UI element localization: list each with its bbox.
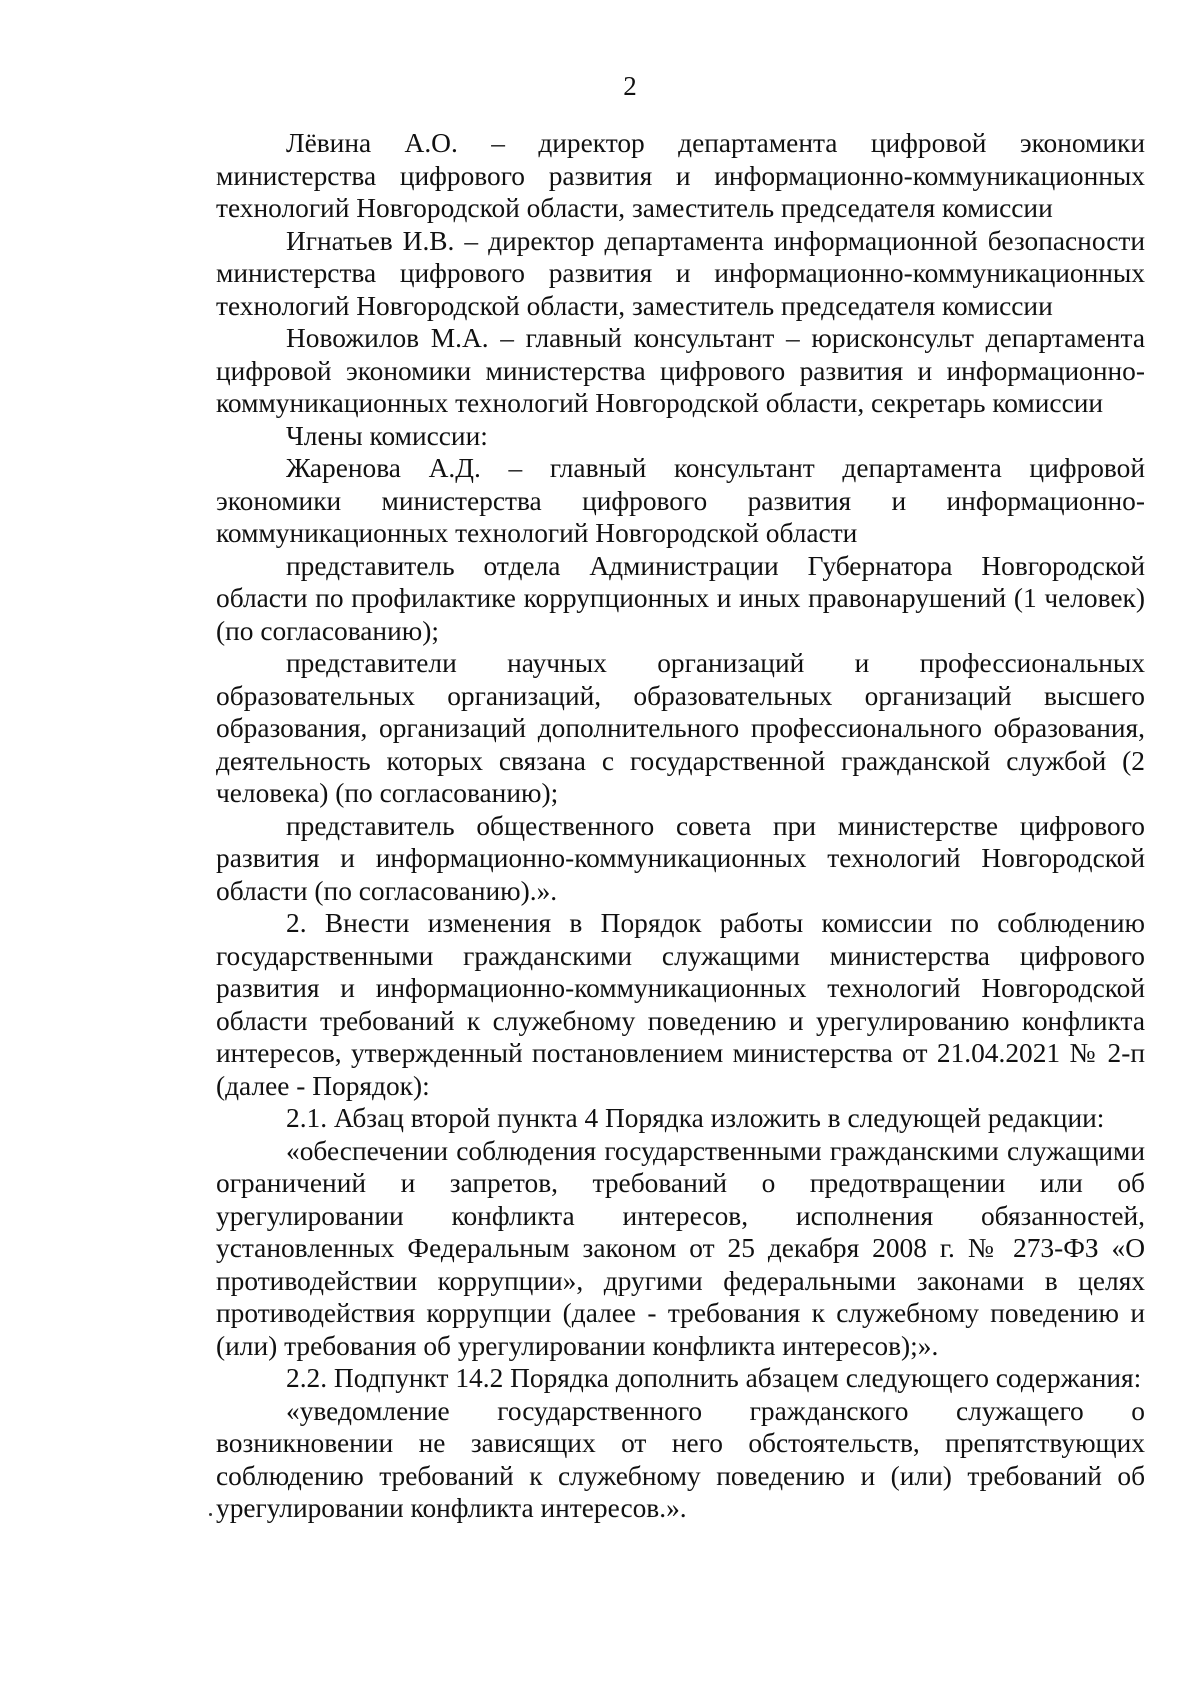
page-number: 2 <box>623 71 637 101</box>
paragraph-levina: Лёвина А.О. – директор департамента цифровой экономики министерства цифрового развития и информационно-коммуникационных технологий Новгородской области, заместитель председателя комиссии <box>216 128 1145 223</box>
paragraph-ignatiev: Игнатьев И.В. – директор департамента информационной безопасности министерства цифрового развития и информационно-коммуникационных технологий Новгородской области, заместитель председателя комиссии <box>216 225 1145 321</box>
paragraph-zharenova: Жаренова А.Д. – главный консультант департамента цифровой экономики министерства цифрового развития и информационно-коммуникационных технологий Новгородской области <box>216 453 1145 548</box>
paragraph-governor-administration-rep: представитель отдела Администрации Губернатора Новгородской области по профилактике коррупционных и иных правонарушений (1 человек) (по согласованию); <box>216 550 1145 646</box>
scan-speck <box>209 1513 212 1516</box>
paragraph-members-heading: Члены комиссии: <box>286 420 488 451</box>
paragraph-item-2-2-text: «уведомление государственного гражданского служащего о возникновении не зависящих от него обстоятельств, препятствующих соблюдению требований к служебному поведению и (или) требований об урегулировании конфликта интересов.». <box>216 1395 1145 1523</box>
document-body <box>216 127 1145 1525</box>
paragraph-public-council-rep: представитель общественного совета при министерстве цифрового развития и информационно-коммуникационных технологий Новгородской области (по согласованию).». <box>216 810 1145 906</box>
paragraph-novozhilov: Новожилов М.А. – главный консультант – юрисконсульт департамента цифровой экономики министерства цифрового развития и информационно-коммуникационных технологий Новгородской области, секретарь комиссии <box>216 323 1145 418</box>
paragraph-item-2-1-text: «обеспечении соблюдения государственными гражданскими служащими ограничений и запретов, требований о предотвращении или об урегулировании конфликта интересов, исполнения обязанностей, установленных Федеральным законом от 25 декабря 2008 г. № 273-ФЗ «О противодействии коррупции», другими федеральными законами в целях противодействия коррупции (далее - требования к служебному поведению и (или) требования об урегулировании конфликта интересов);». <box>216 1135 1145 1361</box>
paragraph-item-2-1: 2.1. Абзац второй пункта 4 Порядка изложить в следующей редакции: <box>286 1103 1105 1133</box>
paragraph-item-2: 2. Внести изменения в Порядок работы комиссии по соблюдению государственными гражданскими служащими министерства цифрового развития и информационно-коммуникационных технологий Новгородской области требований к служебному поведению и урегулированию конфликта интересов, утвержденный постановлением министерства от 21.04.2021 № 2-п (далее - Порядок): <box>216 908 1145 1101</box>
paragraph-scientific-orgs-reps: представители научных организаций и профессиональных образовательных организаций, образовательных организаций высшего образования, организаций дополнительного профессионального образования, деятельность которых связана с государственной гражданской службой (2 человека) (по согласованию); <box>216 648 1145 808</box>
paragraph-item-2-2: 2.2. Подпункт 14.2 Порядка дополнить абзацем следующего содержания: <box>286 1363 1142 1393</box>
